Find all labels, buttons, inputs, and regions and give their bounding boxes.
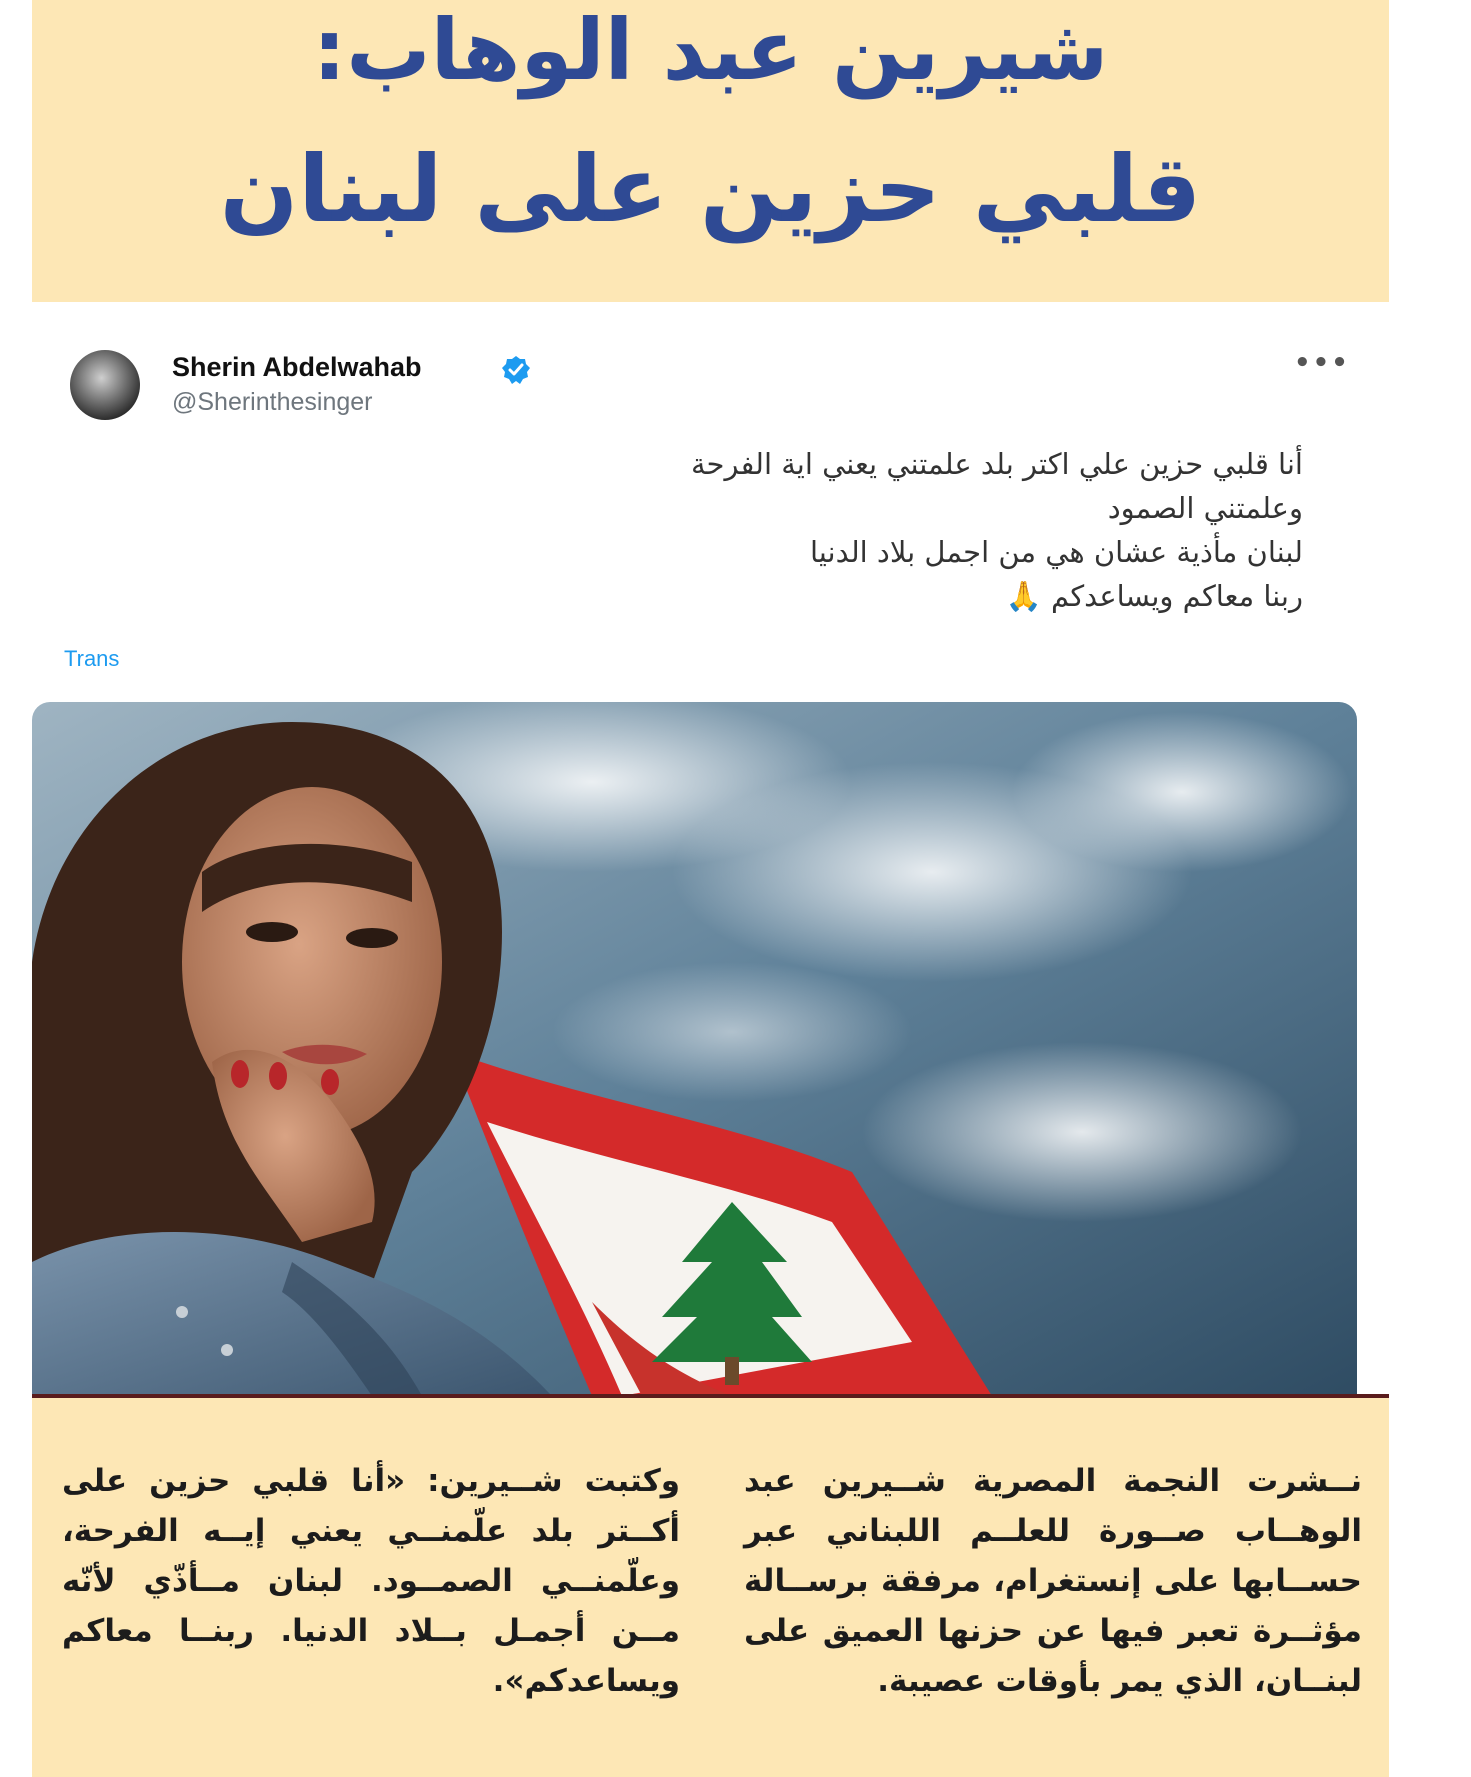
headline-line-1: شيرين عبد الوهاب: bbox=[312, 1, 1109, 99]
verified-badge-icon bbox=[500, 354, 532, 386]
tweet-text-line: وعلمتني الصمود bbox=[1107, 491, 1303, 525]
tweet-image[interactable] bbox=[32, 702, 1357, 1396]
tweet-text-line: أنا قلبي حزين علي اكتر بلد علمتني يعني اية الفرحة bbox=[690, 447, 1303, 481]
headline-line-2: قلبي حزين على لبنان bbox=[219, 136, 1202, 243]
tweet-text-line: ربنا معاكم ويساعدكم 🙏 bbox=[1005, 579, 1303, 613]
profile-avatar[interactable] bbox=[70, 350, 140, 420]
more-options-icon[interactable]: ••• bbox=[1294, 348, 1350, 378]
headline-banner bbox=[32, 0, 1389, 302]
section-divider bbox=[32, 1394, 1389, 1398]
article-column-right: نــشرت النجمة المصرية شــيرين عبد الوهــاب صــورة للعلــم اللبناني عبر حســابها على إنستغرام، مرفقة برســالة مؤثــرة تعبر فيها عن حزنها العميق على لبنــان، الذي يمر بأوقات عصيبة. bbox=[744, 1463, 1362, 1699]
translate-link[interactable]: Trans bbox=[64, 646, 120, 671]
flag-and-portrait-illustration bbox=[32, 702, 1357, 1396]
tweet-handle[interactable]: @Sherinthesinger bbox=[172, 388, 373, 416]
tweet-text bbox=[403, 442, 1303, 618]
tweet-text-line: لبنان مأذية عشان هي من اجمل بلاد الدنيا bbox=[809, 535, 1303, 569]
article-column-left: وكتبت شــيرين: «أنا قلبي حزين على أكــتر بلد علّمنــي يعني إيــه الفرحة، وعلّمنــي الصمــود. لبنان مــأذّي لأنّه مــن أجمـل بــلاد الدنيا. ربنــا معاكم ويساعدكم». bbox=[62, 1463, 680, 1699]
tweet-author-name[interactable]: Sherin Abdelwahab bbox=[172, 352, 422, 382]
